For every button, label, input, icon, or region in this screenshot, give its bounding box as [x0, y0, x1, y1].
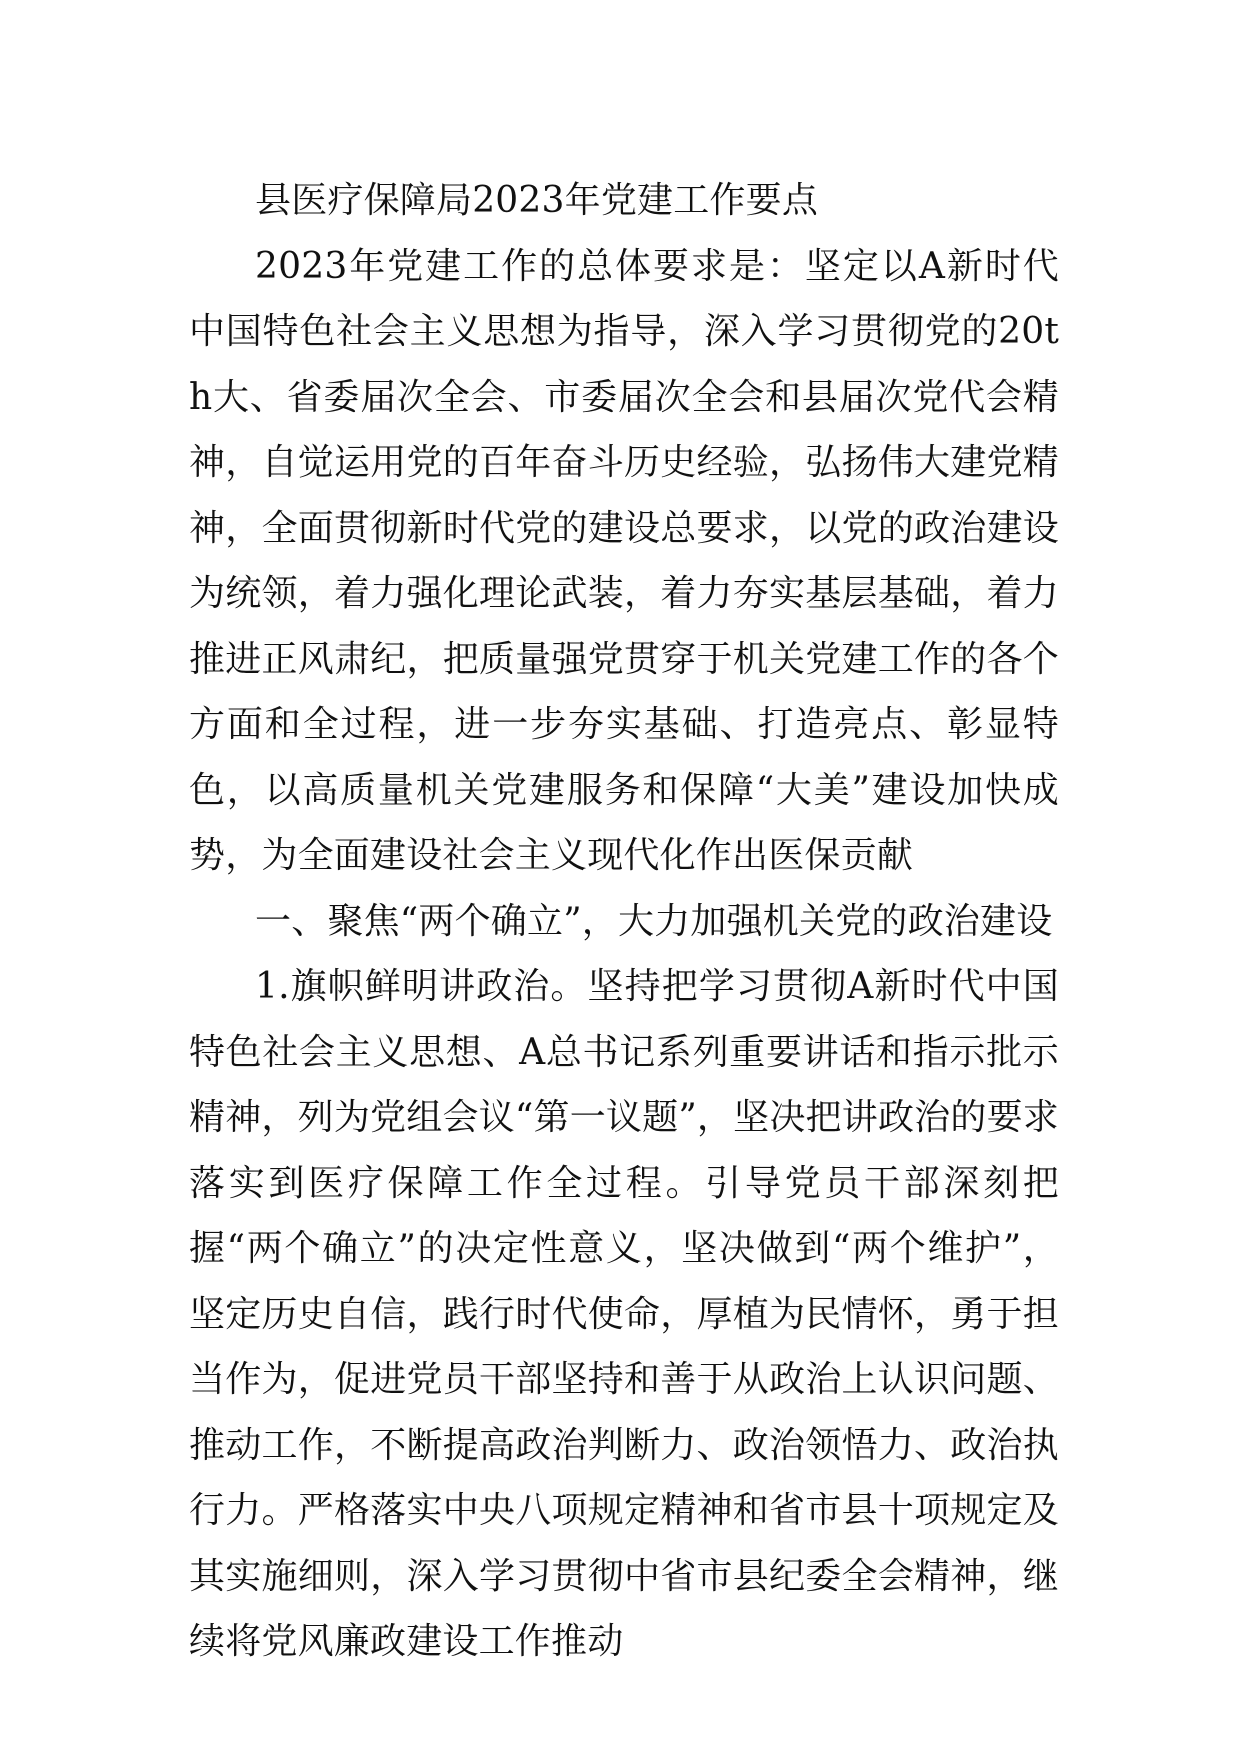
- document-body: [189, 168, 1059, 1675]
- paragraph-general-requirements: 2023年党建工作的总体要求是：坚定以A新时代中国特色社会主义思想为指导，深入学习贯彻党的20th大、省委届次全会、市委届次全会和县届次党代会精神，自觉运用党的百年奋斗历史经验，弘扬伟大建党精神，全面贯彻新时代党的建设总要求，以党的政治建设为统领，着力强化理论武装，着力夯实基层基础，着力推进正风肃纪，把质量强党贯穿于机关党建工作的各个方面和全过程，进一步夯实基础、打造亮点、彰显特色，以高质量机关党建服务和保障“大美”建设加快成势，为全面建设社会主义现代化作出医保贡献: [189, 245, 1059, 876]
- paragraph-item-1: 1.旗帜鲜明讲政治。坚持把学习贯彻A新时代中国特色社会主义思想、A总书记系列重要讲话和指示批示精神，列为党组会议“第一议题”，坚决把讲政治的要求落实到医疗保障工作全过程。引导党员干部深刻把握“两个确立”的决定性意义，坚决做到“两个维护”，坚定历史自信，践行时代使命，厚植为民情怀，勇于担当作为，促进党员干部坚持和善于从政治上认识问题、推动工作，不断提高政治判断力、政治领悟力、政治执行力。严格落实中央八项规定精神和省市县十项规定及其实施细则，深入学习贯彻中省市县纪委全会精神，继续将党风廉政建设工作推动: [189, 966, 1059, 1662]
- section-heading-1: 一、聚焦“两个确立”，大力加强机关党的政治建设: [255, 900, 1053, 942]
- document-title: 县医疗保障局2023年党建工作要点: [255, 180, 819, 221]
